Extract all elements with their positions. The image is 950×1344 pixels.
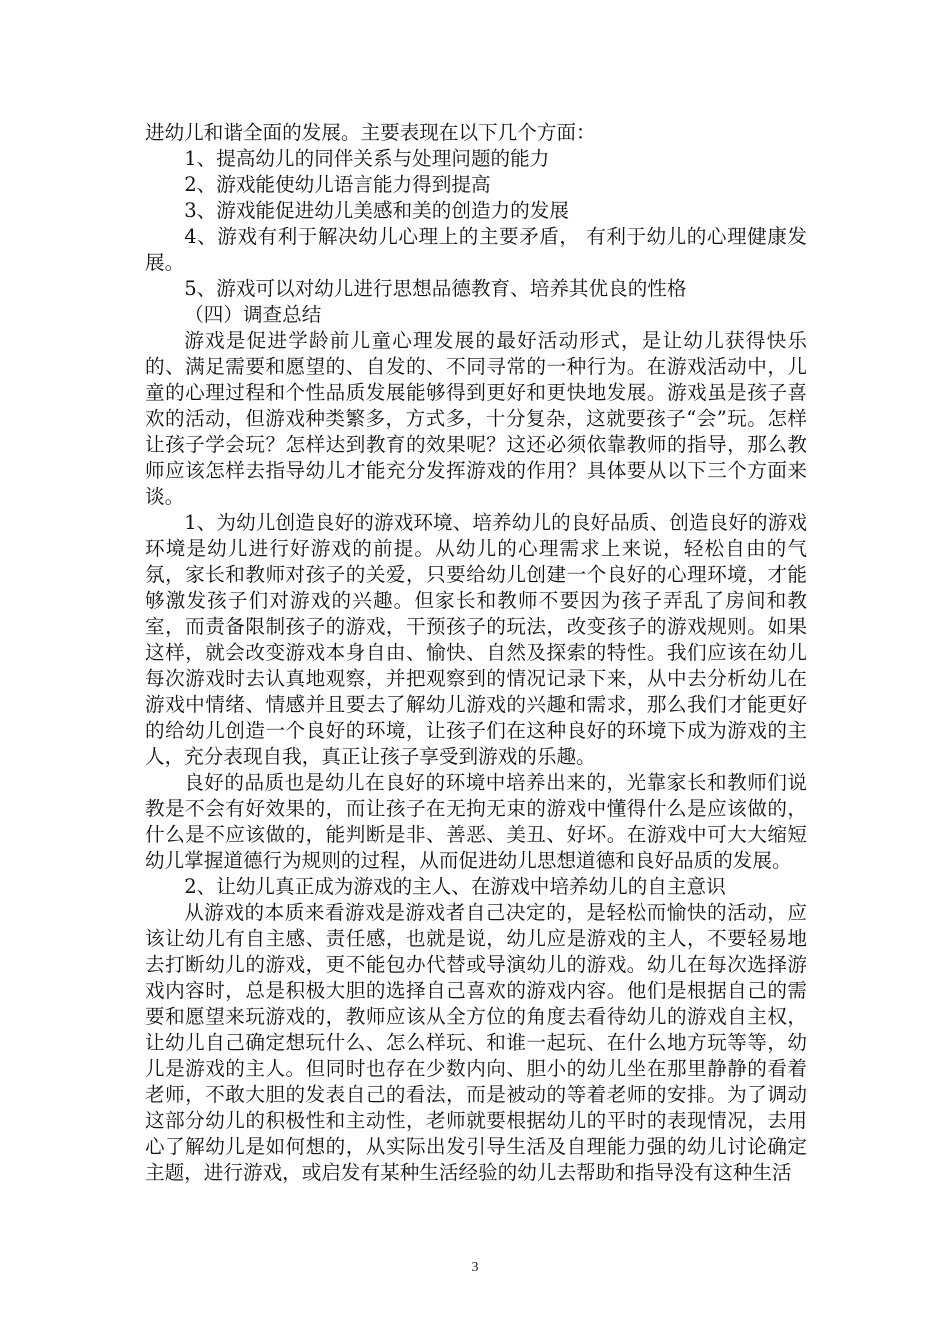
paragraph: 良好的品质也是幼儿在良好的环境中培养出来的，光靠家长和教师们说教是不会有好效果的，而让孩子在无拘无束的游戏中懂得什么是应该做的，什么是不应该做的，能判断是非、善恶、美丑、好坏。在游戏中可大大缩短幼儿掌握道德行为规则的过程，从而促进幼儿思想道德和良好品质的发展。 (145, 771, 807, 872)
section-heading: （四）调查总结 (184, 303, 322, 326)
paragraph: 从游戏的本质来看游戏是游戏者自己决定的，是轻松而愉快的活动，应该让幼儿有自主感、责任感，也就是说，幼儿应是游戏的主人，不要轻易地去打断幼儿的游戏，更不能包办代替或导演幼儿的游戏。幼儿在每次选择游戏内容时，总是积极大胆的选择自己喜欢的游戏内容。他们是根据自己的需要和愿望来玩游戏的，教师应该从全方位的角度去看待幼儿的游戏自主权，让幼儿自己确定想玩什么、怎么样玩、和谁一起玩、在什么地方玩等等，幼儿是游戏的主人。但同时也存在少数内向、胆小的幼儿坐在那里静静的看着老师，不敢大胆的发表自己的看法，而是被动的等着老师的安排。为了调动这部分幼儿的积极性和主动性，老师就要根据幼儿的平时的表现情况，去用心了解幼儿是如何想的，从实际出发引导生活及自理能力强的幼儿讨论确定主题，进行游戏，或启发有某种生活经验的幼儿去帮助和指导没有这种生活 (145, 901, 807, 1184)
subsection-heading: 2、让幼儿真正成为游戏的主人、在游戏中培养幼儿的自主意识 (184, 875, 726, 898)
list-item: 3、游戏能促进幼儿美感和美的创造力的发展 (184, 199, 569, 222)
paragraph: 1、为幼儿创造良好的游戏环境、培养幼儿的良好品质、创造良好的游戏环境是幼儿进行好游戏的前提。从幼儿的心理需求上来说，轻松自由的气氛，家长和教师对孩子的关爱，只要给幼儿创建一个良好的心理环境，才能够激发孩子们对游戏的兴趣。但家长和教师不要因为孩子弄乱了房间和教室，而责备限制孩子的游戏，干预孩子的玩法，改变孩子的游戏规则。如果这样，就会改变游戏本身自由、愉快、自然及探索的特性。我们应该在幼儿每次游戏时去认真地观察，并把观察到的情况记录下来，从中去分析幼儿在游戏中情绪、情感并且要去了解幼儿游戏的兴趣和需求，那么我们才能更好的给幼儿创造一个良好的环境，让孩子们在这种良好的环境下成为游戏的主人，充分表现自我，真正让孩子享受到游戏的乐趣。 (145, 511, 807, 768)
page-number: 3 (471, 1260, 479, 1275)
list-item: 5、游戏可以对幼儿进行思想品德教育、培养其优良的性格 (184, 277, 687, 300)
paragraph: 游戏是促进学龄前儿童心理发展的最好活动形式，是让幼儿获得快乐的、满足需要和愿望的、自发的、不同寻常的一种行为。在游戏活动中，儿童的心理过程和个性品质发展能够得到更好和更快地发展。游戏虽是孩子喜欢的活动，但游戏种类繁多，方式多，十分复杂，这就要孩子“会”玩。怎样让孩子学会玩？怎样达到教育的效果呢？这还必须依靠教师的指导，那么教师应该怎样去指导幼儿才能充分发挥游戏的作用？具体要从以下三个方面来谈。 (145, 329, 807, 508)
document-body (145, 120, 807, 1186)
list-item: 1、提高幼儿的同伴关系与处理问题的能力 (184, 147, 550, 170)
list-item: 4、游戏有利于解决幼儿心理上的主要矛盾， 有利于幼儿的心理健康发展。 (145, 225, 807, 274)
list-item: 2、游戏能使幼儿语言能力得到提高 (184, 173, 491, 196)
paragraph: 进幼儿和谐全面的发展。主要表现在以下几个方面： (145, 121, 596, 144)
